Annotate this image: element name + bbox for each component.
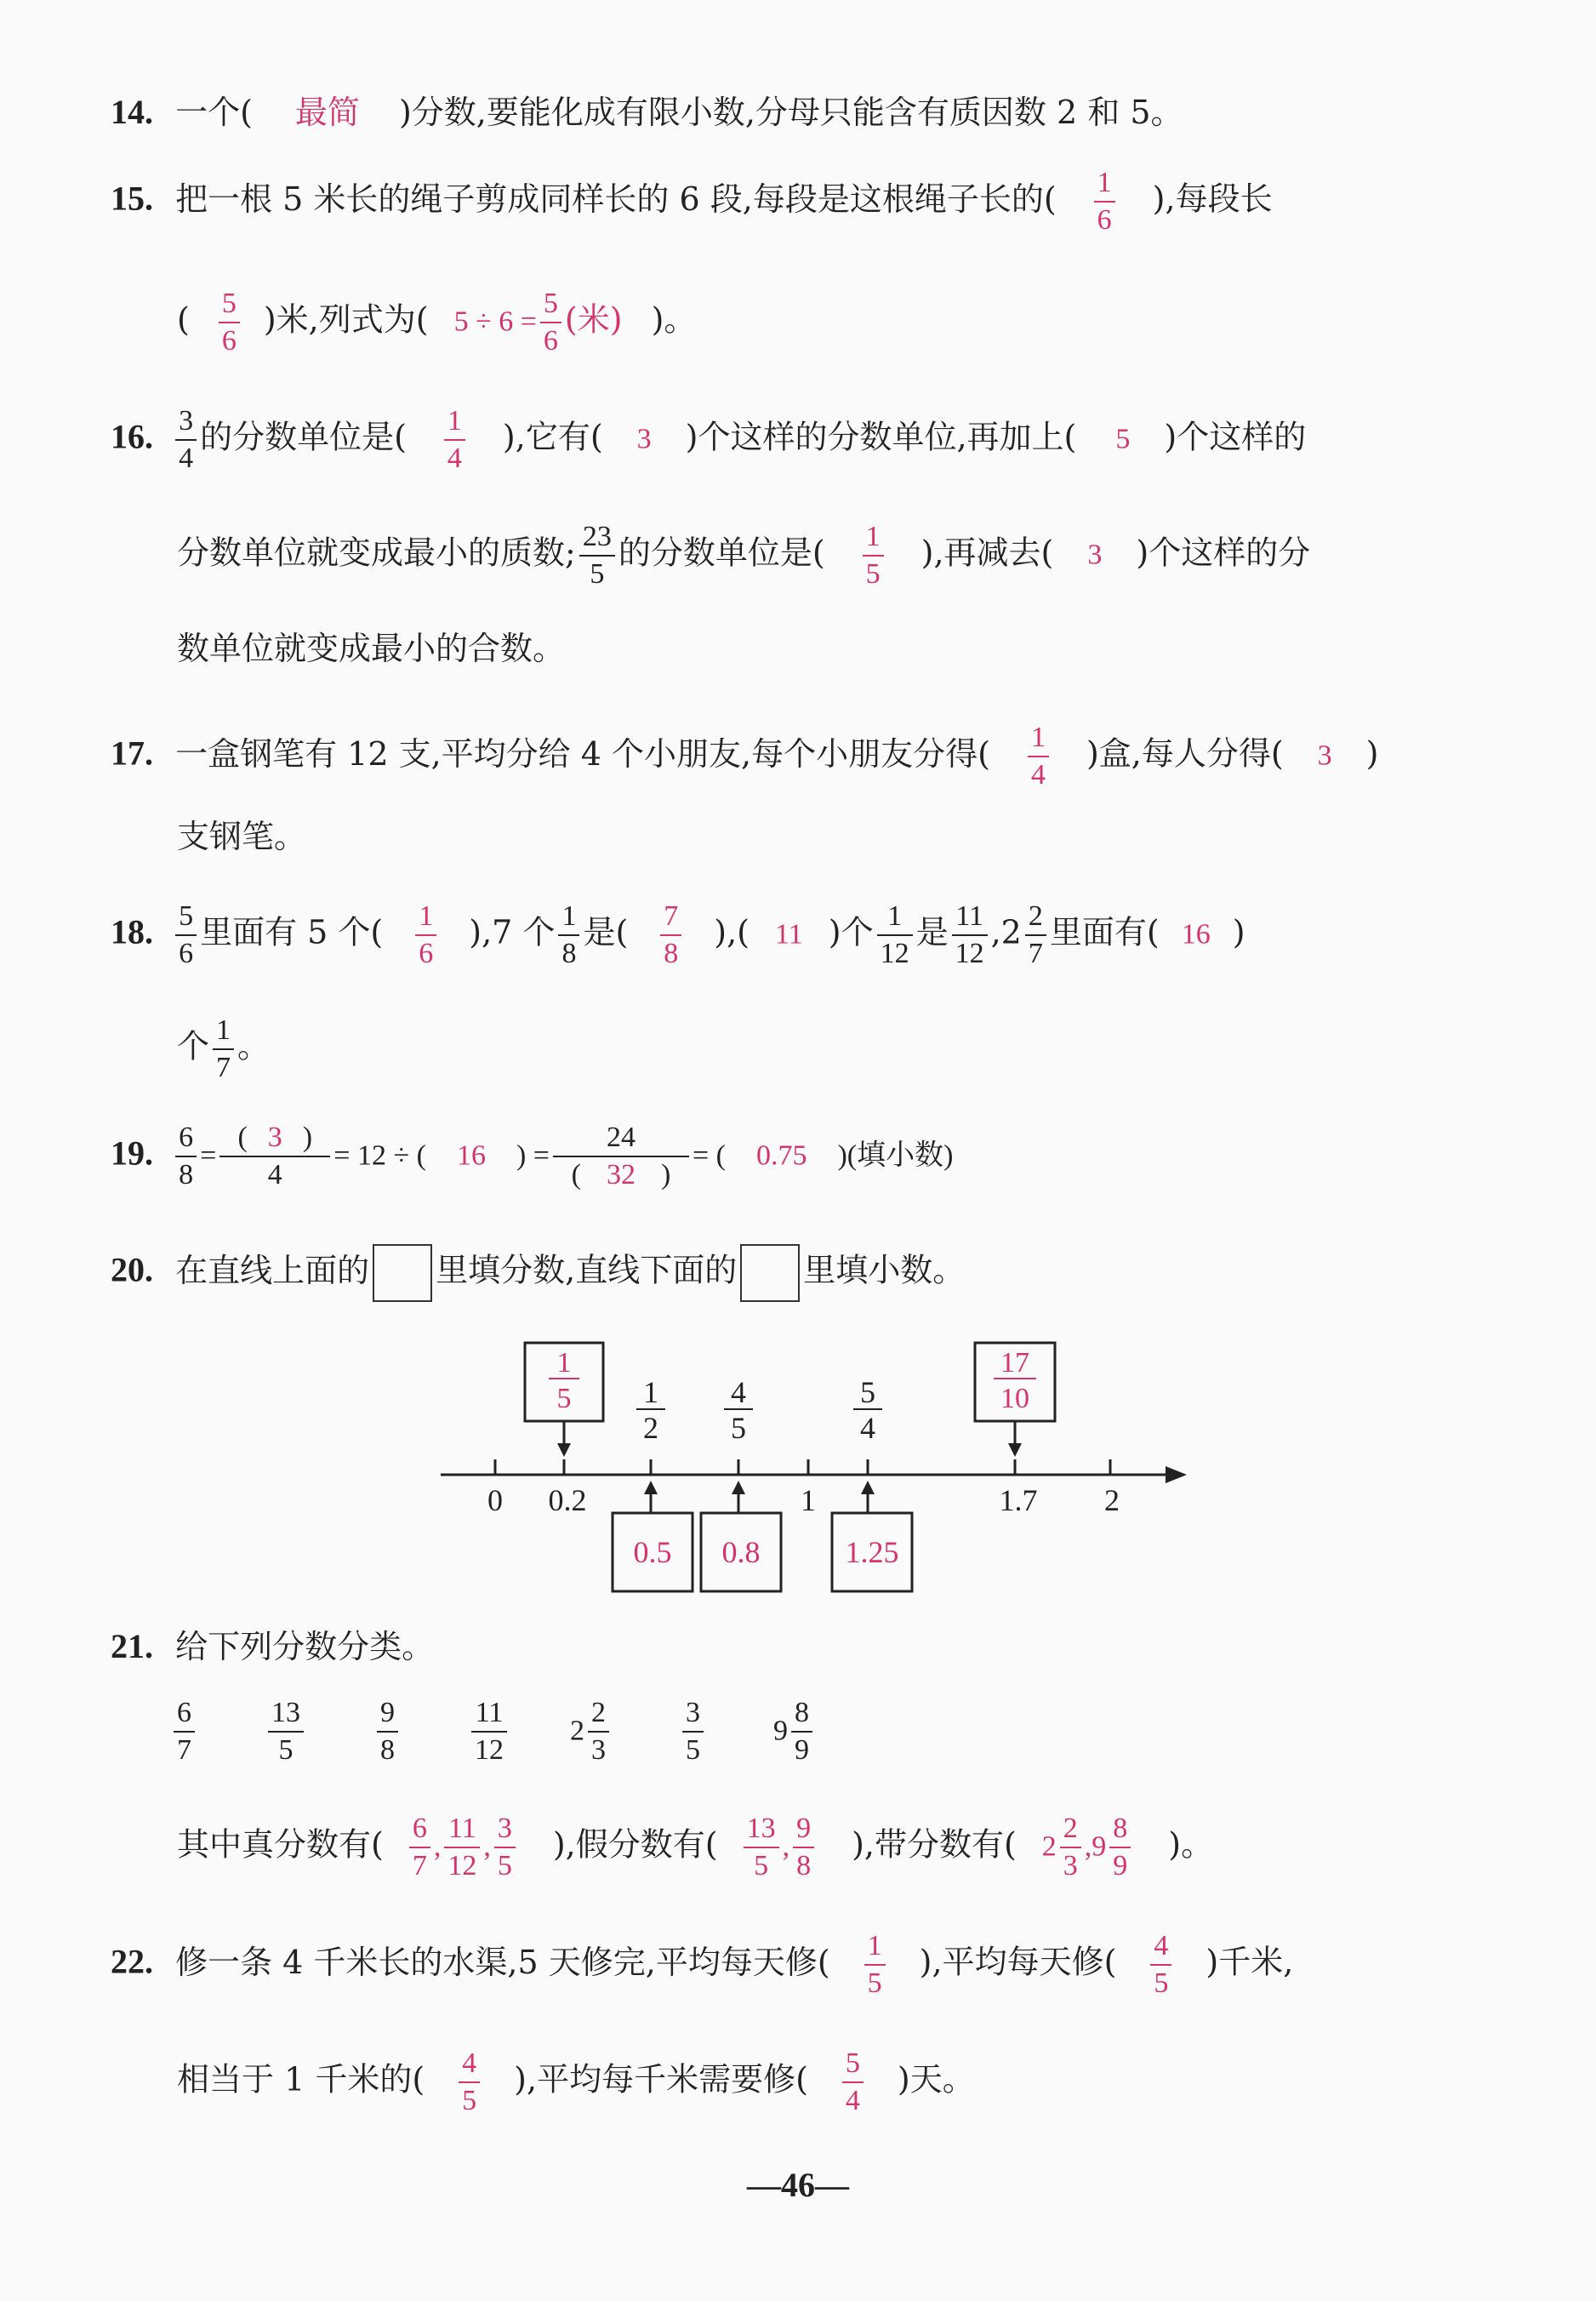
q14-text-1: 一个(: [175, 94, 253, 131]
separator: ,: [433, 1830, 442, 1863]
fraction-item: $\frac{3}{5}$: [682, 1699, 704, 1765]
q21-text-5: )。: [1168, 1825, 1214, 1864]
separator: ,: [483, 1830, 491, 1863]
above-fraction-4-5: [724, 1375, 753, 1445]
mixed-answer-whole: 2: [1041, 1830, 1057, 1863]
separator: ,: [782, 1830, 790, 1863]
q16-text-8: )个这样的分: [1136, 534, 1311, 572]
below-answer: 0.5: [633, 1535, 672, 1569]
q22-answer-1: $\frac{1}{5}$: [864, 1932, 886, 1998]
q15-text-5: )。: [651, 300, 697, 339]
q19-answer-4: 0.75: [755, 1139, 807, 1172]
svg-text:5: 5: [731, 1411, 746, 1445]
q18-fraction-1: $\frac{5}{6}$: [175, 902, 197, 968]
svg-text:4: 4: [731, 1375, 746, 1409]
q16-text-4: )个这样的: [1164, 418, 1307, 456]
q15-answer-3-unit: (米): [564, 300, 623, 339]
tick-label: 0: [487, 1483, 503, 1517]
q15-answer-3-frac: $\frac{5}{6}$: [540, 289, 561, 356]
q18-answer-4: 16: [1181, 918, 1211, 951]
q15-text-4: )米,列式为(: [263, 300, 429, 339]
q19-answer-2: 16: [456, 1139, 486, 1172]
q19-text-1: = 12 ÷ (: [333, 1139, 426, 1172]
below-box-1-25: [832, 1481, 912, 1591]
mixed-fraction-answer: $\frac{2}{3}$: [1060, 1814, 1081, 1881]
mixed-whole: 9: [773, 1715, 788, 1747]
q21-text-3: ),假分数有(: [552, 1825, 718, 1864]
q18-text-10: 个: [177, 1027, 210, 1065]
q16-fraction-2: $\frac{23}{5}$: [579, 522, 615, 589]
q21-text-2: 其中真分数有(: [177, 1825, 384, 1864]
q22-text-3: )千米,: [1206, 1943, 1294, 1981]
q19-text-2: ) =: [516, 1139, 550, 1172]
svg-text:4: 4: [860, 1411, 875, 1445]
question-number: 15.: [111, 179, 153, 218]
q22-line-2: [177, 2049, 975, 2115]
axis-ticks: [495, 1459, 1110, 1475]
separator: ,: [1084, 1830, 1092, 1863]
q18-answer-1: $\frac{1}{6}$: [415, 902, 436, 968]
q16-text-1: 的分数单位是(: [200, 418, 407, 456]
proper-fraction-answer: $\frac{6}{7}$: [409, 1814, 430, 1881]
svg-text:17: 17: [1000, 1347, 1029, 1379]
q17-text-2: )盒,每人分得(: [1086, 734, 1284, 773]
q16-text-9: 数单位就变成最小的合数。: [177, 630, 566, 667]
q18-text-2: ),7 个: [469, 913, 556, 951]
fraction-item: $\frac{13}{5}$: [268, 1699, 304, 1765]
q16-text-3: )个这样的分数单位,再加上(: [685, 418, 1077, 456]
q21-text-1: 给下列分数分类。: [175, 1628, 435, 1665]
fraction-item: $\frac{11}{12}$: [471, 1699, 507, 1765]
svg-text:1: 1: [643, 1375, 658, 1409]
q15-text-1: 把一根 5 米长的绳子剪成同样长的 6 段,每段是这根绳子长的(: [175, 180, 1057, 218]
q20-text-1: 在直线上面的: [175, 1251, 370, 1289]
q19-equals: =: [200, 1139, 217, 1172]
question-number: 20.: [111, 1250, 153, 1289]
q16-text-2: ),它有(: [502, 418, 603, 456]
q22-text-1: 修一条 4 千米长的水渠,5 天修完,平均每天修(: [175, 1943, 830, 1981]
q16-answer-5: 3: [1087, 539, 1103, 571]
q18-text-3: 是(: [583, 913, 629, 951]
fraction-item: $\frac{2}{3}$: [588, 1699, 609, 1765]
q19-fraction-1: $\frac{6}{8}$: [175, 1123, 197, 1190]
question-number: 14.: [111, 93, 153, 131]
fraction-item: $\frac{6}{7}$: [174, 1699, 195, 1765]
q18-text-8: 里面有(: [1049, 913, 1160, 951]
above-fraction-1-2: [636, 1375, 665, 1445]
improper-fraction-answer: $\frac{13}{5}$: [744, 1814, 779, 1881]
svg-text:10: 10: [1000, 1383, 1029, 1414]
proper-fraction-answer: $\frac{11}{12}$: [444, 1814, 480, 1881]
tick-label: 0.2: [548, 1483, 587, 1517]
q18-answer-2: $\frac{7}{8}$: [660, 902, 681, 968]
q15-text-3: (: [177, 300, 190, 339]
q15-text-2: ),每段长: [1152, 180, 1273, 218]
above-denominator: 5: [556, 1383, 572, 1414]
question-number: 16.: [111, 417, 153, 456]
q22-answer-2: $\frac{4}{5}$: [1150, 1932, 1171, 1998]
below-box-0-5: [613, 1481, 693, 1591]
tick-label: 2: [1104, 1483, 1120, 1517]
q14-answer-1: 最简: [294, 94, 360, 131]
question-number: 18.: [111, 912, 153, 951]
q17-answer-1: $\frac{1}{4}$: [1028, 723, 1049, 790]
q17-answer-2: 3: [1317, 739, 1332, 772]
q18-fraction-4: $\frac{11}{12}$: [952, 902, 988, 968]
q22-answer-3: $\frac{4}{5}$: [459, 2049, 480, 2115]
q15-answer-1: $\frac{1}{6}$: [1094, 168, 1115, 235]
q16-answer-1: $\frac{1}{4}$: [444, 407, 465, 473]
below-box-0-8: [701, 1481, 781, 1591]
q16-answer-4: $\frac{1}{5}$: [863, 522, 884, 589]
q16-answer-2: 3: [636, 423, 652, 455]
q22-text-5: ),平均每千米需要修(: [514, 2060, 808, 2098]
question-number: 17.: [111, 734, 153, 773]
q18-text-5: )个: [828, 913, 874, 951]
question-number: 19.: [111, 1133, 153, 1173]
q18-fraction-3: $\frac{1}{12}$: [877, 902, 913, 968]
q17-text-4: 支钢笔。: [177, 818, 307, 855]
q18-text-9: ): [1232, 913, 1245, 951]
q19-answer-1: 3: [267, 1122, 282, 1153]
below-answer: 0.8: [721, 1535, 761, 1569]
q15-answer-2: $\frac{5}{6}$: [219, 289, 240, 356]
q22-text-2: ),平均每天修(: [919, 1943, 1117, 1981]
above-fraction-box-17-10: [975, 1343, 1055, 1457]
axis-arrowhead: [1166, 1466, 1187, 1483]
q18-text-7: ,2: [990, 913, 1022, 951]
fraction-item: $\frac{8}{9}$: [791, 1699, 812, 1765]
question-number: 21.: [111, 1627, 153, 1665]
q18-fraction-5: $\frac{2}{7}$: [1025, 902, 1046, 968]
above-fraction-box-1-5: [525, 1343, 603, 1457]
q16-text-6: 的分数单位是(: [618, 534, 825, 572]
q18-fraction-6: $\frac{1}{7}$: [213, 1016, 234, 1082]
q17-text-3: ): [1365, 734, 1379, 773]
svg-text:5: 5: [860, 1375, 875, 1409]
q16-text-5: 分数单位就变成最小的质数;: [177, 534, 576, 572]
q18-fraction-2: $\frac{1}{8}$: [558, 902, 579, 968]
tick-label: 1.7: [999, 1483, 1038, 1517]
q18-answer-3: 11: [775, 918, 803, 951]
mixed-answer-whole: 9: [1092, 1830, 1107, 1863]
q22-text-6: )天。: [897, 2060, 975, 2098]
mixed-whole: 2: [570, 1715, 584, 1747]
q16-fraction-1: $\frac{3}{4}$: [175, 407, 197, 473]
q19-text-3: = (: [692, 1139, 726, 1172]
q19-fraction-2: $\frac{( 3 )}{4}$: [219, 1123, 330, 1190]
q18-text-6: 是: [915, 913, 949, 951]
q14-text-2: )分数,要能化成有限小数,分母只能含有质因数 2 和 5。: [398, 94, 1183, 131]
below-answer: 1.25: [845, 1535, 899, 1569]
svg-text:2: 2: [643, 1411, 658, 1445]
above-numerator: 1: [556, 1347, 572, 1379]
fraction-item: $\frac{9}{8}$: [377, 1699, 398, 1765]
improper-fraction-answer: $\frac{9}{8}$: [793, 1814, 814, 1881]
q21-fraction-list: [170, 1699, 816, 1765]
q22-answer-4: $\frac{5}{4}$: [842, 2049, 864, 2115]
proper-fraction-answer: $\frac{3}{5}$: [494, 1814, 516, 1881]
q18-text-11: 。: [237, 1027, 271, 1065]
page-number: —46—: [747, 2166, 849, 2204]
mixed-fraction-answer: $\frac{8}{9}$: [1109, 1814, 1131, 1881]
q17-text-1: 一盒钢笔有 12 支,平均分给 4 个小朋友,每个小朋友分得(: [175, 734, 990, 773]
q18-text-1: 里面有 5 个(: [200, 913, 384, 951]
q18-text-4: ),(: [714, 913, 750, 951]
q19-fraction-3: $\frac{24}{( 32 )}$: [553, 1123, 689, 1190]
q19-answer-3: 32: [606, 1159, 636, 1190]
question-number: 22.: [111, 1942, 153, 1981]
q16-text-7: ),再减去(: [921, 534, 1054, 572]
q19-text-4: )(填小数): [837, 1139, 954, 1172]
q22-text-4: 相当于 1 千米的(: [177, 2060, 425, 2098]
q22-line-1: [111, 1932, 1293, 1998]
q16-answer-3: 5: [1115, 423, 1131, 455]
above-fraction-5-4: [853, 1375, 882, 1445]
q20-text-3: 里填小数。: [803, 1251, 966, 1289]
tick-label: 1: [801, 1483, 816, 1517]
q21-text-4: ),带分数有(: [852, 1825, 1017, 1864]
q15-answer-3: 5 ÷ 6 =: [453, 305, 537, 338]
q21-line-1: [111, 1627, 435, 1665]
q21-line-3: [177, 1814, 1213, 1881]
q20-text-2: 里填分数,直线下面的: [436, 1251, 738, 1289]
